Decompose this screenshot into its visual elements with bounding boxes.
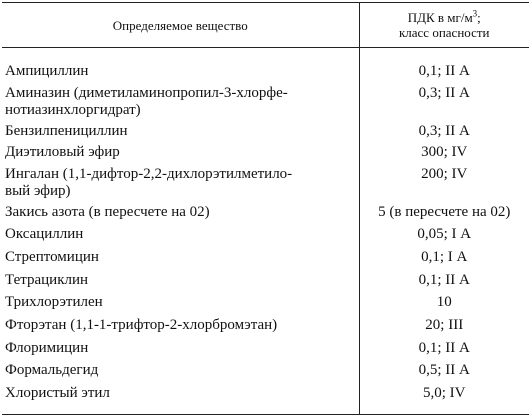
table-header-row [2, 3, 529, 48]
table-row [2, 225, 529, 248]
substance-name: Бензилпенициллин [2, 122, 359, 144]
table-row [2, 62, 529, 84]
table-row [2, 339, 529, 362]
substance-name: Тетрациклин [2, 271, 359, 294]
substance-name: Закись азота (в пересчете на 02) [2, 203, 359, 226]
header-hazard-class: класс опасности [398, 25, 490, 40]
substance-name: Флоримицин [2, 339, 359, 362]
limit-value: 200; IV [421, 165, 468, 182]
table-row [2, 143, 529, 165]
limit-value: 0,1; I А [421, 248, 468, 265]
substance-name: Хлористый этил [2, 384, 359, 414]
table-row [2, 293, 529, 316]
header-limit-prefix: ПДК в мг/м [407, 10, 473, 25]
limit-value: 5,0; IV [359, 384, 529, 414]
substance-name: Ампициллин [2, 62, 359, 84]
limit-value: 0,3; II А [418, 122, 470, 139]
substance-limits-table [2, 2, 529, 415]
header-substance: Определяемое вещество [2, 3, 359, 48]
substance-name: Фторэтан (1,1-1-трифтор-2-хлорбромэтан) [2, 316, 359, 339]
table-row [2, 248, 529, 271]
substance-name: Формальдегид [2, 361, 359, 384]
table-row [2, 384, 529, 414]
table-row [2, 316, 529, 339]
limit-value: 10 [436, 294, 452, 311]
table-row [2, 165, 529, 203]
table-row [2, 271, 529, 294]
header-limit [359, 3, 529, 48]
header-limit-suffix: ; [477, 10, 481, 25]
table-row [2, 122, 529, 144]
limit-value: 0,1; II А [418, 63, 470, 80]
substance-name: Стрептомицин [2, 248, 359, 271]
limit-value: 0,3; II А [418, 84, 470, 101]
table-row [2, 203, 529, 226]
header-limit-sup: 3 [472, 8, 478, 19]
substance-name: Оксациллин [2, 225, 359, 248]
limit-value: 0,1; II А [418, 271, 470, 288]
table-row [2, 361, 529, 384]
limit-value: 300; IV [421, 144, 468, 161]
limit-value: 0,5; II А [418, 362, 470, 379]
substance-name: Аминазин (диметиламинопропил-3-хлорфе- нотиазинхлоргидрат) [2, 84, 359, 122]
limit-value: 0,1; II А [418, 339, 470, 356]
substance-name: Трихлорэтилен [2, 293, 359, 316]
limit-value: 20; III [425, 317, 464, 333]
limit-value: 0,05; I А [417, 226, 472, 243]
substance-name: Диэтиловый эфир [2, 143, 359, 165]
header-spacer [2, 48, 529, 63]
substance-name: Ингалан (1,1-дифтор-2,2-дихлорэтилметило- вый эфир) [2, 165, 359, 203]
limit-value: 5 (в пересчете на 02) [378, 203, 511, 220]
table-row [2, 84, 529, 122]
